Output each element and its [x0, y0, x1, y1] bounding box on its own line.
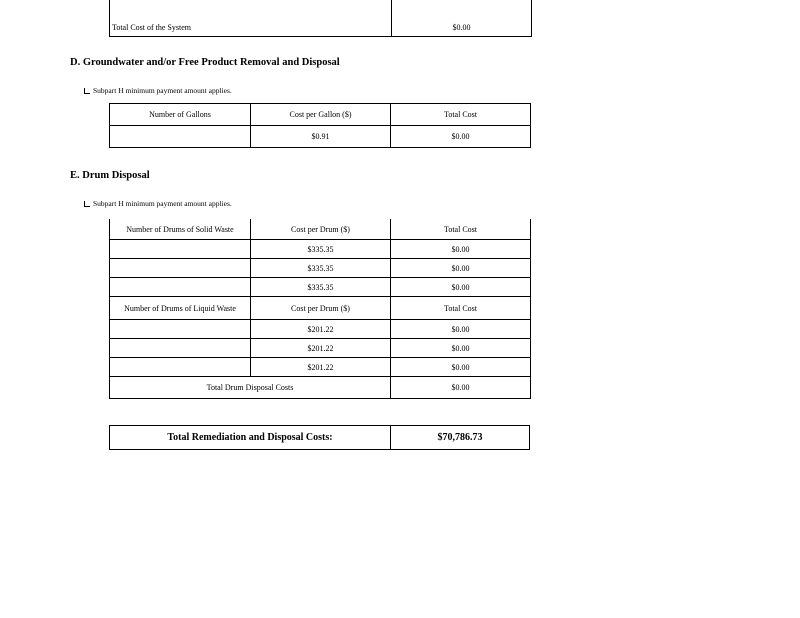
- table-row: [110, 259, 531, 278]
- solid-drums-input[interactable]: [110, 240, 251, 259]
- section-e-checkbox[interactable]: [84, 201, 90, 207]
- section-d-checkbox[interactable]: [84, 88, 90, 94]
- liquid-drums-input[interactable]: [110, 339, 251, 358]
- table-row: [110, 278, 531, 297]
- grand-total-label: Total Remediation and Disposal Costs:: [110, 426, 391, 450]
- table-row: [110, 339, 531, 358]
- solid-cost-cell: $335.35: [251, 259, 391, 278]
- liquid-header-cost: Cost per Drum ($): [251, 297, 391, 320]
- liquid-total-cell: $0.00: [391, 339, 531, 358]
- solid-total-cell: $0.00: [391, 259, 531, 278]
- grand-total-value: $70,786.73: [391, 426, 530, 450]
- liquid-header-total: Total Cost: [391, 297, 531, 320]
- section-d-checkbox-row[interactable]: [84, 86, 232, 95]
- solid-cost-cell: $335.35: [251, 240, 391, 259]
- solid-total-cell: $0.00: [391, 278, 531, 297]
- grand-total-table: [109, 425, 530, 450]
- section-e-heading: E. Drum Disposal: [70, 170, 150, 181]
- liquid-header-drums: Number of Drums of Liquid Waste: [110, 297, 251, 320]
- gw-cost-cell: $0.91: [251, 126, 391, 148]
- drum-disposal-table: [109, 219, 531, 399]
- gw-gallons-input[interactable]: [110, 126, 251, 148]
- gw-header-total: Total Cost: [391, 104, 531, 126]
- drum-total-value: $0.00: [391, 377, 531, 399]
- solid-cost-cell: $335.35: [251, 278, 391, 297]
- system-cost-table: [109, 0, 532, 37]
- table-row: [110, 240, 531, 259]
- solid-drums-input[interactable]: [110, 278, 251, 297]
- liquid-total-cell: $0.00: [391, 358, 531, 377]
- gw-header-cost: Cost per Gallon ($): [251, 104, 391, 126]
- liquid-total-cell: $0.00: [391, 320, 531, 339]
- solid-total-cell: $0.00: [391, 240, 531, 259]
- solid-header-cost: Cost per Drum ($): [251, 219, 391, 240]
- liquid-cost-cell: $201.22: [251, 339, 391, 358]
- section-e-checkbox-row[interactable]: [84, 199, 232, 208]
- section-d-checkbox-label: Subpart H minimum payment amount applies.: [93, 86, 232, 95]
- gw-total-cell: $0.00: [391, 126, 531, 148]
- liquid-drums-input[interactable]: [110, 320, 251, 339]
- table-row: [110, 126, 531, 148]
- table-row: [110, 320, 531, 339]
- liquid-cost-cell: $201.22: [251, 358, 391, 377]
- section-d-heading: D. Groundwater and/or Free Product Removal and Disposal: [70, 57, 340, 68]
- section-e-checkbox-label: Subpart H minimum payment amount applies.: [93, 199, 232, 208]
- solid-header-total: Total Cost: [391, 219, 531, 240]
- solid-header-drums: Number of Drums of Solid Waste: [110, 219, 251, 240]
- drum-total-label: Total Drum Disposal Costs: [110, 377, 391, 399]
- system-total-value[interactable]: $0.00: [392, 0, 532, 37]
- solid-drums-input[interactable]: [110, 259, 251, 278]
- liquid-cost-cell: $201.22: [251, 320, 391, 339]
- gw-header-gallons: Number of Gallons: [110, 104, 251, 126]
- liquid-drums-input[interactable]: [110, 358, 251, 377]
- table-row: [110, 358, 531, 377]
- groundwater-table: [109, 103, 531, 148]
- system-total-label: Total Cost of the System: [110, 0, 392, 37]
